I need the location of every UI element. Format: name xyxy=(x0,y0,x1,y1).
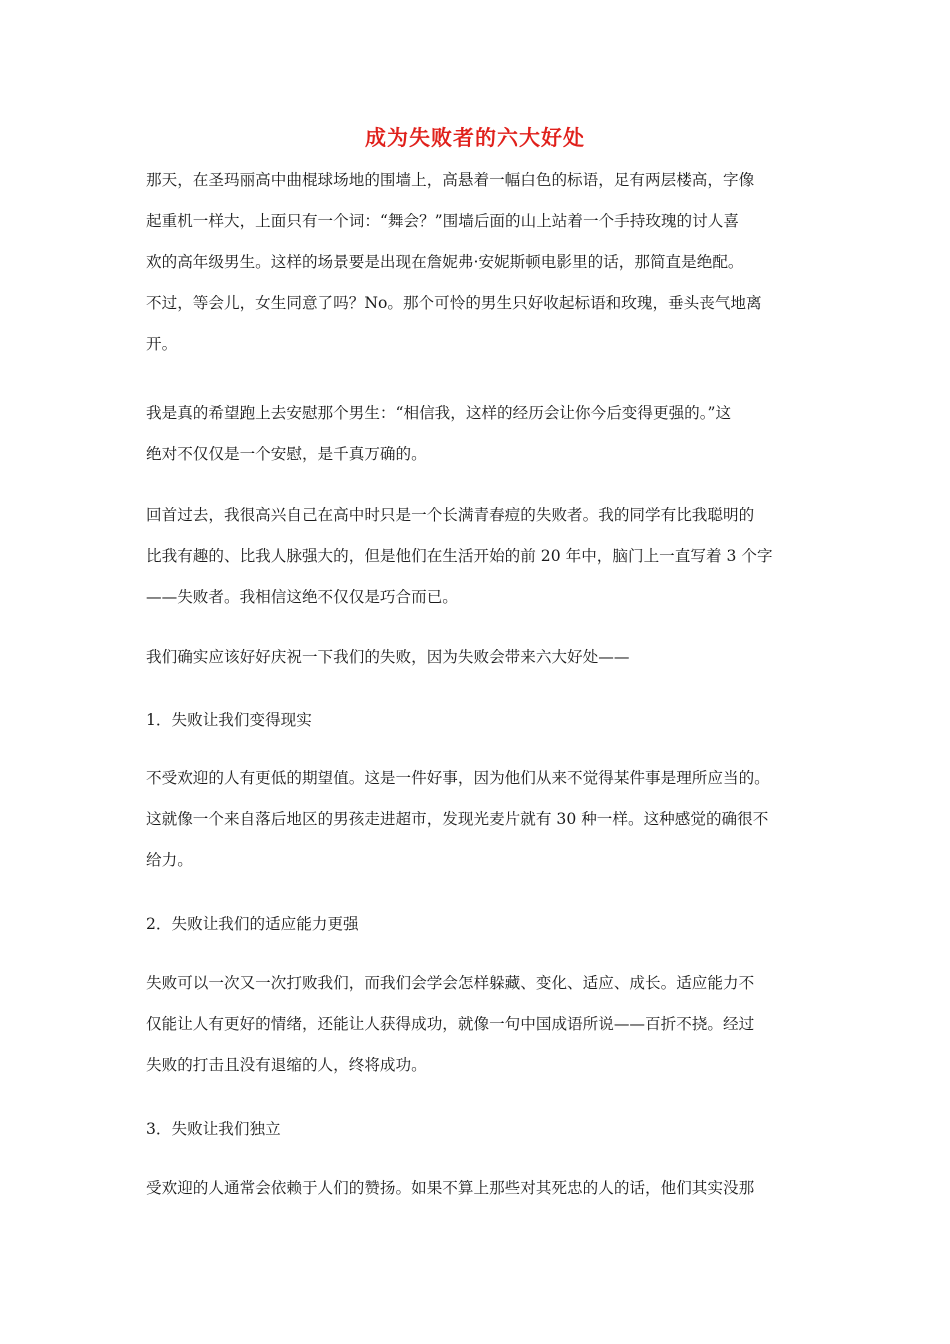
paragraph-line: 不受欢迎的人有更低的期望值。这是一件好事，因为他们从来不觉得某件事是理所应当的。 xyxy=(146,769,770,787)
paragraph-line: 比我有趣的、比我人脉强大的，但是他们在生活开始的前 20 年中，脑门上一直写着 3 个字 xyxy=(146,547,773,565)
paragraph-line: 开。 xyxy=(146,335,178,353)
paragraph-line: 受欢迎的人通常会依赖于人们的赞扬。如果不算上那些对其死忠的人的话，他们其实没那 xyxy=(146,1179,755,1197)
paragraph-line: 给力。 xyxy=(146,851,193,869)
paragraph-line: 失败的打击且没有退缩的人，终将成功。 xyxy=(146,1056,427,1074)
paragraph-line: 回首过去，我很高兴自己在高中时只是一个长满青春痘的失败者。我的同学有比我聪明的 xyxy=(146,506,755,524)
paragraph-6 xyxy=(146,963,818,1086)
article-title: 成为失败者的六大好处 xyxy=(365,126,585,150)
paragraph-line: 失败可以一次又一次打败我们，而我们会学会怎样躲藏、变化、适应、成长。适应能力不 xyxy=(146,974,755,992)
paragraph-1 xyxy=(146,160,818,365)
paragraph-line: 我是真的希望跑上去安慰那个男生：“相信我，这样的经历会让你今后变得更强的。”这 xyxy=(146,404,732,422)
paragraph-2 xyxy=(146,393,818,475)
paragraph-line: 这就像一个来自落后地区的男孩走进超市，发现光麦片就有 30 种一样。这种感觉的确很不 xyxy=(146,810,769,828)
paragraph-7 xyxy=(146,1168,818,1209)
paragraph-5 xyxy=(146,758,818,881)
paragraph-line: 不过，等会儿，女生同意了吗？No。那个可怜的男生只好收起标语和玫瑰，垂头丧气地离 xyxy=(146,294,762,312)
paragraph-line: 仅能让人有更好的情绪，还能让人获得成功，就像一句中国成语所说——百折不挠。经过 xyxy=(146,1015,755,1033)
paragraph-line: 绝对不仅仅是一个安慰，是千真万确的。 xyxy=(146,445,427,463)
paragraph-line: 那天，在圣玛丽高中曲棍球场地的围墙上，高悬着一幅白色的标语，足有两层楼高，字像 xyxy=(146,171,755,189)
paragraph-line: 我们确实应该好好庆祝一下我们的失败，因为失败会带来六大好处—— xyxy=(146,648,630,666)
section-heading-2: 2．失败让我们的适应能力更强 xyxy=(146,915,359,933)
paragraph-line: 起重机一样大，上面只有一个词：“舞会？”围墙后面的山上站着一个手持玫瑰的讨人喜 xyxy=(146,212,739,230)
paragraph-4 xyxy=(146,637,818,678)
paragraph-3 xyxy=(146,495,818,618)
paragraph-line: ——失败者。我相信这绝不仅仅是巧合而已。 xyxy=(146,588,458,606)
section-heading-3: 3．失败让我们独立 xyxy=(146,1120,281,1138)
paragraph-line: 欢的高年级男生。这样的场景要是出现在詹妮弗·安妮斯顿电影里的话，那简直是绝配。 xyxy=(146,253,744,271)
section-heading-1: 1．失败让我们变得现实 xyxy=(146,711,312,729)
